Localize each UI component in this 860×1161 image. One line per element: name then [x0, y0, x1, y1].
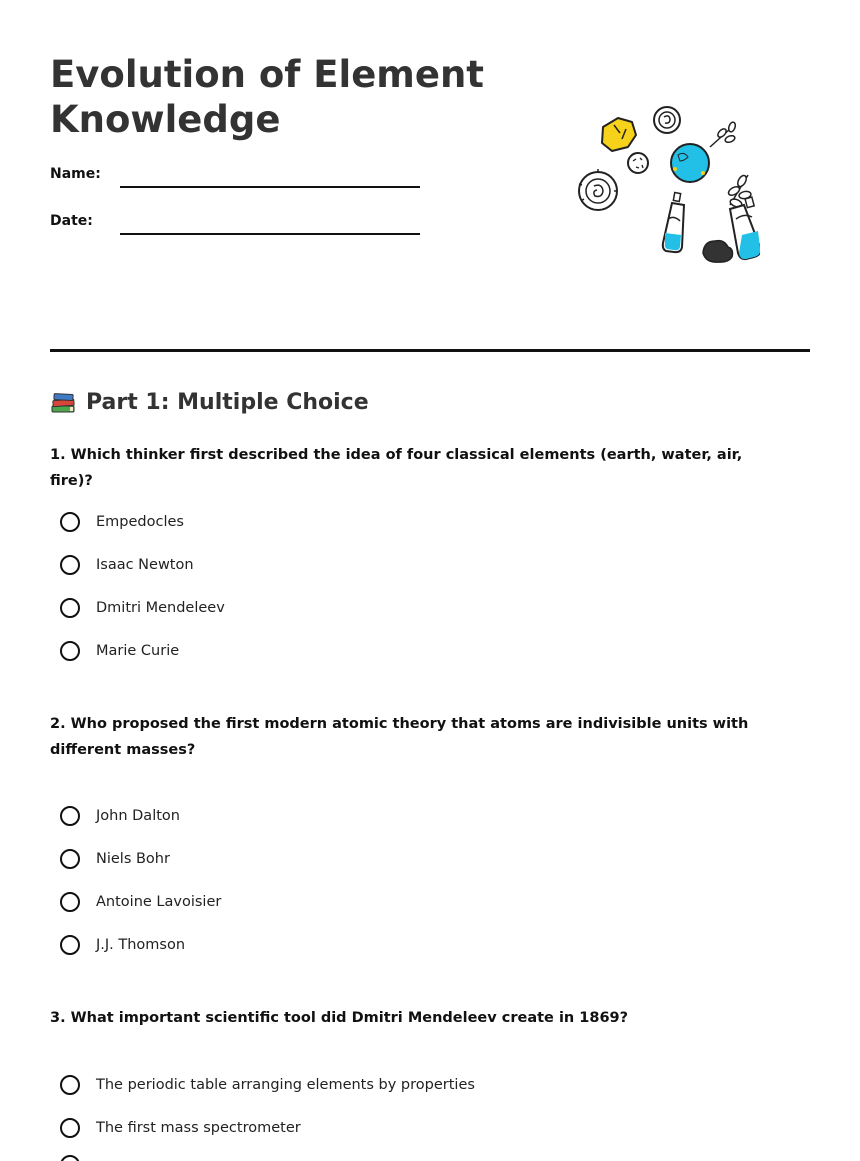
option-label: Dmitri Mendeleev — [96, 600, 225, 616]
radio-button[interactable] — [60, 892, 80, 912]
section-heading-text: Part 1: Multiple Choice — [86, 389, 369, 415]
option-label: The first mass spectrometer — [96, 1120, 301, 1136]
radio-button[interactable] — [60, 598, 80, 618]
radio-button[interactable] — [60, 1075, 80, 1095]
name-label: Name: — [50, 166, 101, 182]
radio-button[interactable] — [60, 512, 80, 532]
radio-button[interactable] — [60, 806, 80, 826]
option-q2-a[interactable] — [60, 803, 180, 829]
option-label: The periodic table arranging elements by properties — [96, 1077, 475, 1093]
option-q1-c[interactable] — [60, 595, 225, 621]
option-q1-b[interactable] — [60, 552, 194, 578]
question-1: 1. Which thinker first described the idea of four classical elements (earth, water, air, fire)? — [50, 447, 743, 489]
gold-nugget-icon — [602, 118, 636, 151]
option-label: Marie Curie — [96, 643, 180, 659]
option-q3-a[interactable] — [60, 1072, 475, 1098]
option-q2-c[interactable] — [60, 889, 221, 915]
option-label: Antoine Lavoisier — [96, 894, 222, 910]
chemistry-elements-illustration — [570, 95, 760, 275]
radio-button[interactable] — [60, 1155, 80, 1161]
date-label: Date: — [50, 213, 93, 229]
radio-button[interactable] — [60, 849, 80, 869]
option-label: Niels Bohr — [96, 851, 170, 867]
option-q1-a[interactable] — [60, 509, 184, 535]
rock-icon — [628, 153, 648, 173]
name-field[interactable] — [120, 186, 420, 188]
section-divider — [50, 349, 810, 352]
globe-icon — [671, 144, 709, 182]
fossil-icon — [579, 169, 617, 210]
books-icon — [50, 389, 76, 415]
section-heading — [50, 389, 369, 415]
radio-button[interactable] — [60, 1118, 80, 1138]
option-q2-d[interactable] — [60, 932, 185, 958]
coal-icon — [703, 241, 733, 263]
radio-button[interactable] — [60, 641, 80, 661]
date-field[interactable] — [120, 233, 420, 235]
option-label: J.J. Thomson — [96, 937, 186, 953]
option-q3-b[interactable] — [60, 1115, 301, 1141]
option-q3-c-partial[interactable] — [60, 1152, 96, 1161]
question-2: 2. Who proposed the first modern atomic theory that atoms are indivisible units with different masses? — [50, 716, 749, 758]
radio-button[interactable] — [60, 935, 80, 955]
option-label: John Dalton — [96, 808, 180, 824]
option-label: Isaac Newton — [96, 557, 194, 573]
question-3: 3. What important scientific tool did Dmitri Mendeleev create in 1869? — [50, 1010, 629, 1026]
option-q2-b[interactable] — [60, 846, 170, 872]
coin-icon — [654, 107, 680, 133]
option-label: Empedocles — [96, 514, 184, 530]
page-title: Evolution of Element Knowledge — [50, 53, 484, 141]
radio-button[interactable] — [60, 555, 80, 575]
leaf-icon — [710, 121, 737, 147]
option-q1-d[interactable] — [60, 638, 179, 664]
water-bottle-icon — [663, 193, 684, 253]
